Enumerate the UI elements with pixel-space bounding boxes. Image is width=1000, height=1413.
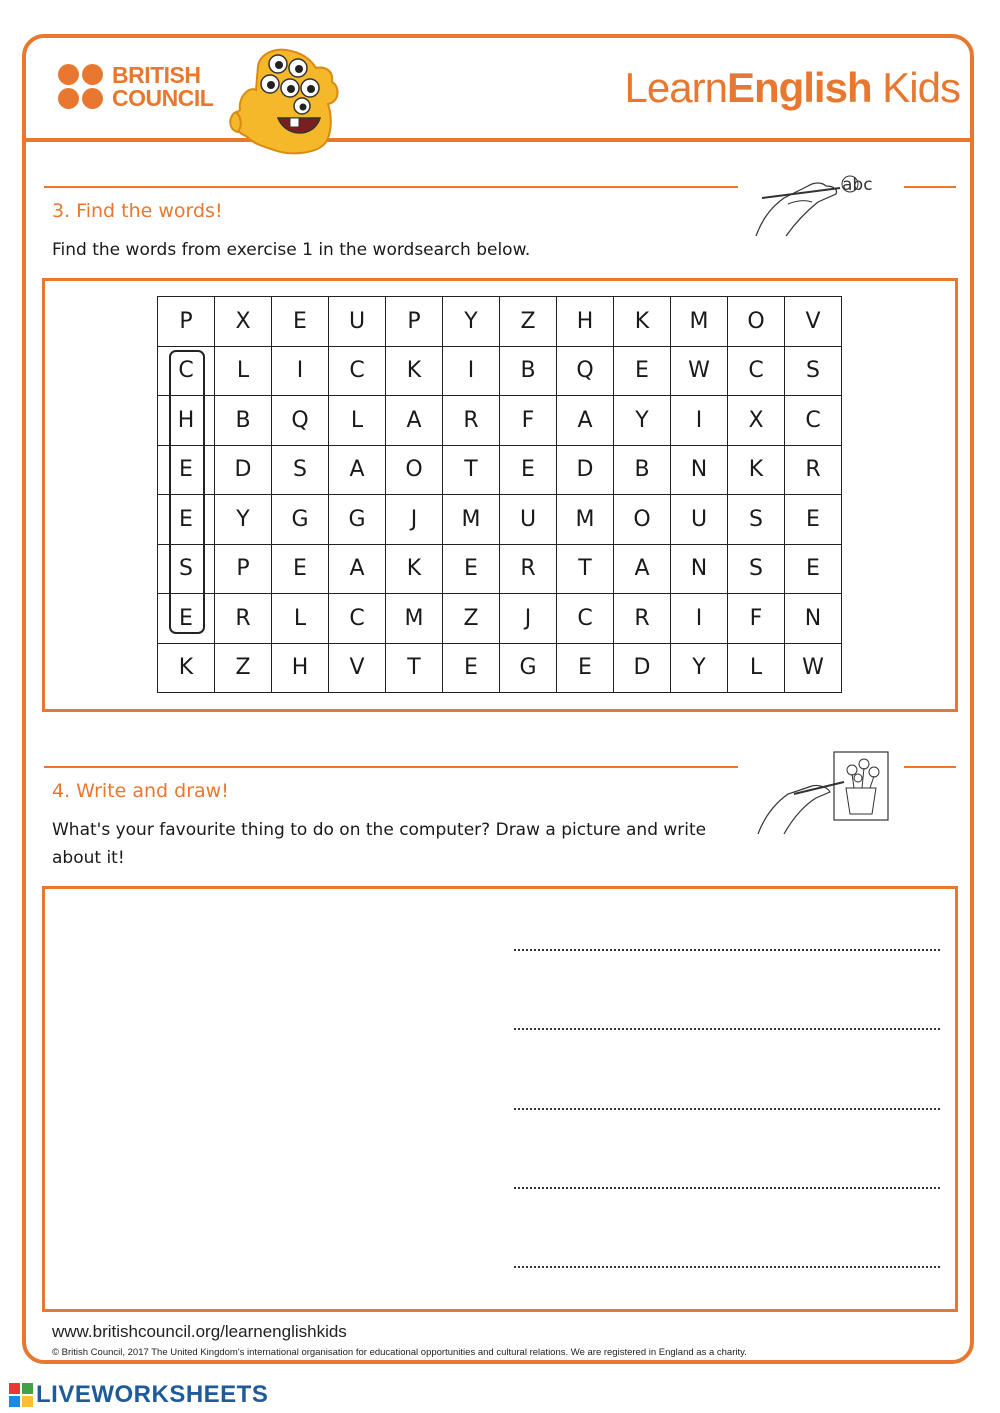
british-council-logo <box>58 64 228 114</box>
grid-cell[interactable]: H <box>272 643 329 693</box>
grid-cell[interactable]: Z <box>500 297 557 347</box>
grid-cell[interactable]: T <box>557 544 614 594</box>
grid-cell[interactable]: M <box>443 495 500 545</box>
grid-cell[interactable]: I <box>272 346 329 396</box>
section3-rule-right <box>904 186 956 188</box>
liveworksheets-logo <box>8 1382 268 1408</box>
grid-cell[interactable]: V <box>329 643 386 693</box>
footer-copyright: © British Council, 2017 The United Kingdom's international organisation for educational opportunities and cultural relations. We are registered in England as a charity. <box>52 1347 747 1358</box>
writing-line[interactable] <box>514 949 940 951</box>
grid-cell[interactable]: O <box>728 297 785 347</box>
grid-cell[interactable]: E <box>158 594 215 644</box>
grid-cell[interactable]: L <box>728 643 785 693</box>
found-word-circle <box>169 350 205 634</box>
grid-cell[interactable]: K <box>728 445 785 495</box>
grid-cell[interactable]: N <box>785 594 842 644</box>
grid-cell[interactable]: M <box>386 594 443 644</box>
grid-cell[interactable]: B <box>500 346 557 396</box>
grid-row <box>158 495 842 545</box>
grid-cell[interactable]: X <box>728 396 785 446</box>
learnenglish-kids-logo: LearnEnglish Kids <box>624 64 960 111</box>
grid-cell[interactable]: P <box>386 297 443 347</box>
grid-cell[interactable]: Q <box>272 396 329 446</box>
drawing-hand-icon <box>754 748 894 842</box>
grid-cell[interactable]: O <box>386 445 443 495</box>
grid-cell[interactable]: T <box>386 643 443 693</box>
footer-url: www.britishcouncil.org/learnenglishkids <box>52 1322 347 1341</box>
grid-cell[interactable]: L <box>329 396 386 446</box>
grid-cell[interactable]: G <box>272 495 329 545</box>
grid-cell[interactable]: R <box>614 594 671 644</box>
grid-cell[interactable]: S <box>785 346 842 396</box>
grid-cell[interactable]: B <box>215 396 272 446</box>
grid-cell[interactable]: Z <box>443 594 500 644</box>
section3-title: 3. Find the words! <box>52 200 223 222</box>
grid-cell[interactable]: C <box>329 346 386 396</box>
grid-cell[interactable]: Q <box>557 346 614 396</box>
grid-cell[interactable]: E <box>785 495 842 545</box>
grid-cell[interactable]: W <box>671 346 728 396</box>
grid-cell[interactable]: E <box>272 297 329 347</box>
grid-cell[interactable]: U <box>329 297 386 347</box>
grid-cell[interactable]: A <box>329 544 386 594</box>
grid-cell[interactable]: M <box>557 495 614 545</box>
grid-cell[interactable]: C <box>785 396 842 446</box>
grid-cell[interactable]: R <box>785 445 842 495</box>
grid-cell[interactable]: H <box>557 297 614 347</box>
section4-rule-right <box>904 766 956 768</box>
section4-instruction-line2: about it! <box>52 848 125 868</box>
grid-cell[interactable]: E <box>557 643 614 693</box>
grid-cell[interactable]: S <box>728 495 785 545</box>
grid-cell[interactable]: F <box>728 594 785 644</box>
grid-cell[interactable]: J <box>386 495 443 545</box>
grid-cell[interactable]: D <box>557 445 614 495</box>
monster-mascot-icon <box>228 46 348 158</box>
grid-cell[interactable]: S <box>728 544 785 594</box>
grid-cell[interactable]: G <box>329 495 386 545</box>
header-rule <box>24 138 974 142</box>
grid-cell[interactable]: E <box>158 445 215 495</box>
grid-row <box>158 297 842 347</box>
grid-cell[interactable]: L <box>215 346 272 396</box>
section3-rule <box>44 186 738 188</box>
grid-cell[interactable]: Y <box>443 297 500 347</box>
grid-cell[interactable]: L <box>272 594 329 644</box>
grid-cell[interactable]: S <box>272 445 329 495</box>
grid-cell[interactable]: E <box>500 445 557 495</box>
section4-instruction-line1: What's your favourite thing to do on the computer? Draw a picture and write <box>52 820 707 840</box>
grid-cell[interactable]: R <box>500 544 557 594</box>
grid-cell[interactable]: R <box>215 594 272 644</box>
grid-row <box>158 346 842 396</box>
grid-cell[interactable]: Y <box>614 396 671 446</box>
grid-cell[interactable]: T <box>443 445 500 495</box>
writing-line[interactable] <box>514 1266 940 1268</box>
grid-cell[interactable]: W <box>785 643 842 693</box>
grid-cell[interactable]: R <box>443 396 500 446</box>
grid-cell[interactable]: A <box>329 445 386 495</box>
grid-cell[interactable]: C <box>557 594 614 644</box>
grid-cell[interactable]: S <box>158 544 215 594</box>
bc-logo-text: BRITISH COUNCIL <box>112 62 214 111</box>
grid-cell[interactable]: K <box>386 544 443 594</box>
grid-cell[interactable]: K <box>158 643 215 693</box>
grid-cell[interactable]: D <box>215 445 272 495</box>
grid-cell[interactable]: Y <box>671 643 728 693</box>
grid-cell[interactable]: D <box>614 643 671 693</box>
grid-cell[interactable]: F <box>500 396 557 446</box>
grid-cell[interactable]: V <box>785 297 842 347</box>
liveworksheets-icon <box>8 1382 34 1408</box>
grid-cell[interactable]: I <box>671 396 728 446</box>
grid-row <box>158 643 842 693</box>
grid-cell[interactable]: P <box>215 544 272 594</box>
grid-cell[interactable]: P <box>158 297 215 347</box>
abc-label: abc <box>842 175 873 195</box>
grid-cell[interactable]: N <box>671 544 728 594</box>
grid-cell[interactable]: X <box>215 297 272 347</box>
section4-instruction <box>52 816 706 872</box>
grid-cell[interactable]: G <box>500 643 557 693</box>
grid-cell[interactable]: U <box>671 495 728 545</box>
liveworksheets-text: LIVEWORKSHEETS <box>36 1381 269 1408</box>
grid-cell[interactable]: E <box>158 495 215 545</box>
section4-title: 4. Write and draw! <box>52 780 229 802</box>
grid-cell[interactable]: B <box>614 445 671 495</box>
writing-line[interactable] <box>514 1187 940 1189</box>
bc-dots-icon <box>58 64 106 112</box>
writing-line[interactable] <box>514 1028 940 1030</box>
grid-cell[interactable]: E <box>614 346 671 396</box>
section4-rule <box>44 766 738 768</box>
grid-row <box>158 445 842 495</box>
writing-hand-icon <box>748 164 904 240</box>
grid-cell[interactable]: Z <box>215 643 272 693</box>
section3-instruction: Find the words from exercise 1 in the wordsearch below. <box>52 240 531 260</box>
grid-cell[interactable]: A <box>386 396 443 446</box>
grid-cell[interactable]: H <box>158 396 215 446</box>
grid-cell[interactable]: Y <box>215 495 272 545</box>
writing-line[interactable] <box>514 1108 940 1110</box>
grid-cell[interactable]: M <box>671 297 728 347</box>
grid-cell[interactable]: A <box>557 396 614 446</box>
grid-row <box>158 544 842 594</box>
grid-cell[interactable]: I <box>671 594 728 644</box>
grid-cell[interactable]: C <box>728 346 785 396</box>
grid-cell[interactable]: U <box>500 495 557 545</box>
grid-cell[interactable]: I <box>443 346 500 396</box>
grid-cell[interactable]: C <box>329 594 386 644</box>
grid-cell[interactable]: A <box>614 544 671 594</box>
grid-cell[interactable]: E <box>443 643 500 693</box>
grid-cell[interactable]: O <box>614 495 671 545</box>
grid-cell[interactable]: J <box>500 594 557 644</box>
grid-cell[interactable]: K <box>386 346 443 396</box>
wordsearch-grid <box>157 296 842 693</box>
grid-row <box>158 594 842 644</box>
grid-row <box>158 396 842 446</box>
grid-cell[interactable]: K <box>614 297 671 347</box>
grid-cell[interactable]: E <box>272 544 329 594</box>
grid-cell[interactable]: E <box>785 544 842 594</box>
grid-cell[interactable]: C <box>158 346 215 396</box>
grid-cell[interactable]: E <box>443 544 500 594</box>
grid-cell[interactable]: N <box>671 445 728 495</box>
